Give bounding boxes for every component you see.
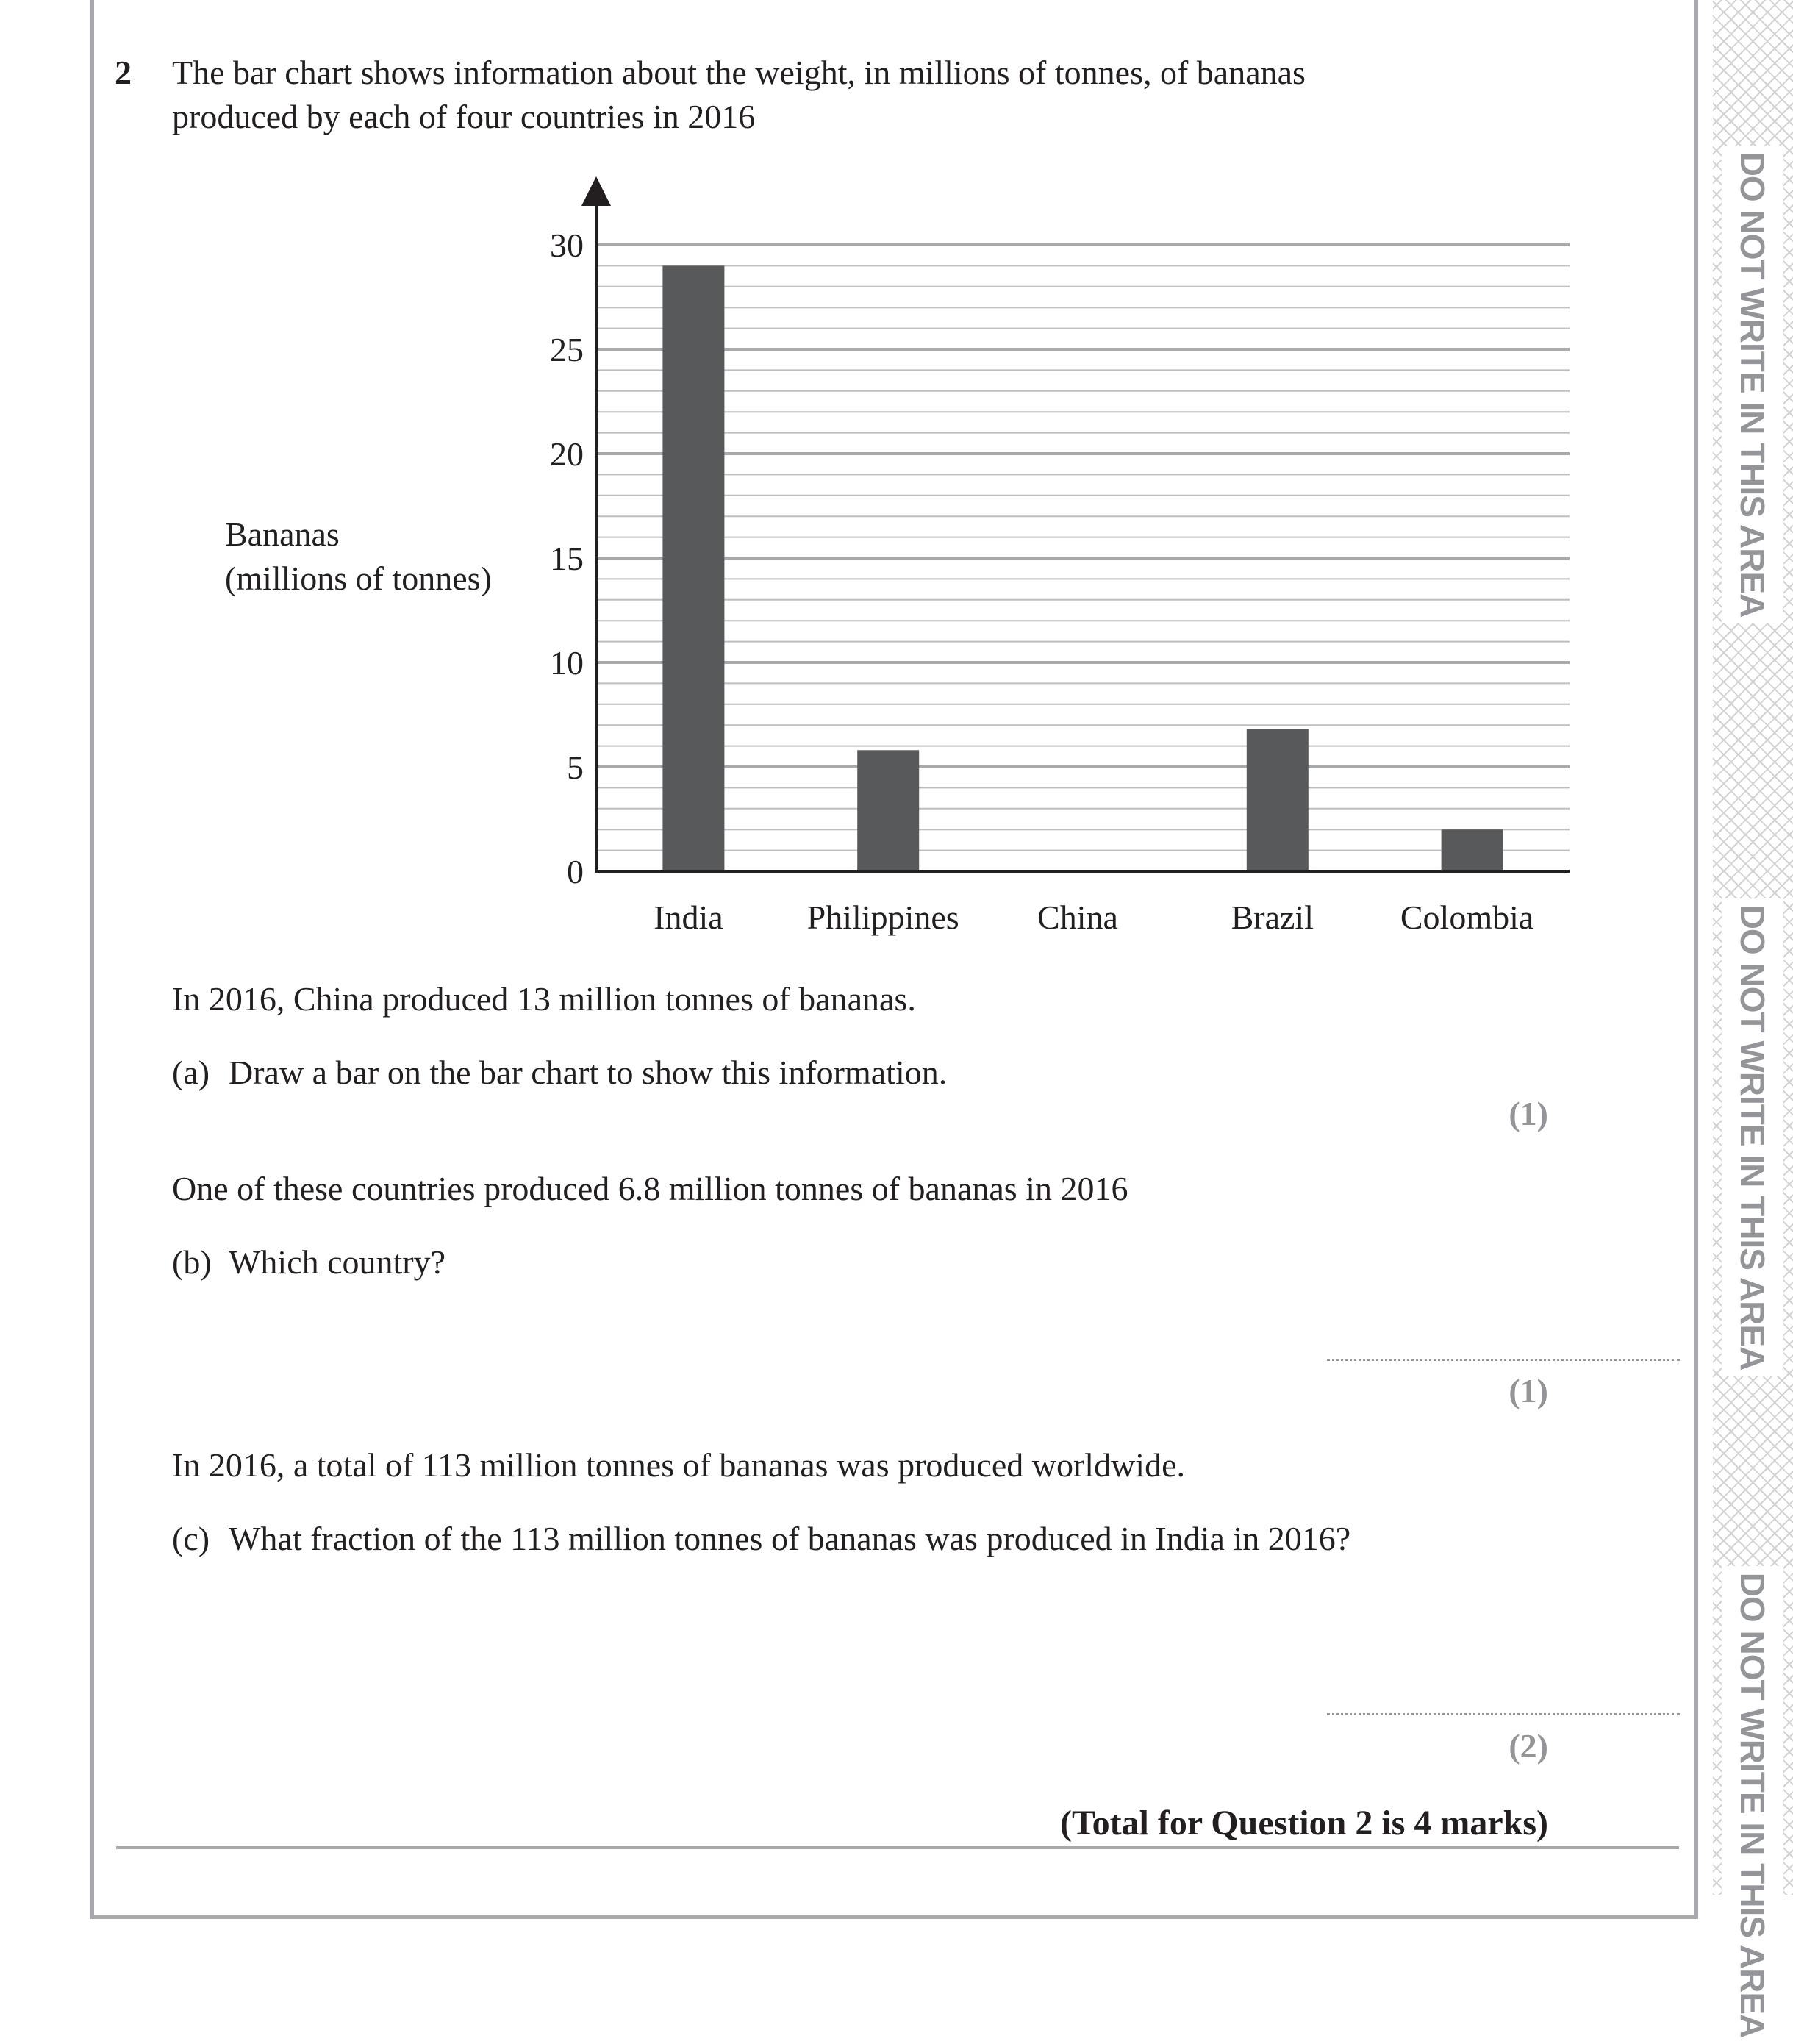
bar-india	[662, 265, 724, 871]
y-tick-label: 15	[550, 540, 584, 577]
y-tick-label: 5	[567, 748, 584, 786]
question-end-rule	[116, 1846, 1679, 1849]
x-label-colombia: Colombia	[1400, 898, 1534, 936]
y-axis-label-line2: (millions of tonnes)	[225, 560, 492, 597]
y-tick-label: 25	[550, 331, 584, 368]
part-b-answer-line[interactable]	[1327, 1359, 1680, 1361]
part-b-info: One of these countries produced 6.8 million tonnes of bananas in 2016	[172, 1170, 1128, 1207]
bar-colombia	[1442, 829, 1503, 871]
chart-gridlines	[596, 245, 1570, 851]
y-axis-label-line1: Bananas	[225, 515, 340, 553]
margin-warning-2: DO NOT WRITE IN THIS AREA	[1722, 898, 1783, 1376]
bar-brazil	[1247, 729, 1309, 871]
part-c-info: In 2016, a total of 113 million tonnes of bananas was produced worldwide.	[172, 1446, 1186, 1484]
x-label-brazil: Brazil	[1231, 898, 1314, 936]
question-intro-line1: The bar chart shows information about the weight, in millions of tonnes, of bananas	[172, 54, 1306, 91]
part-c-label: (c)	[172, 1520, 210, 1557]
y-tick-label: 0	[567, 853, 584, 890]
chart-bars	[662, 265, 1503, 871]
y-axis-arrowhead	[581, 176, 611, 206]
part-c-question: What fraction of the 113 million tonnes of bananas was produced in India in 2016?	[229, 1520, 1351, 1557]
bar-chart[interactable]	[0, 0, 1793, 971]
question-intro-line2: produced by each of four countries in 2016	[172, 98, 756, 135]
question-total-marks: (Total for Question 2 is 4 marks)	[1059, 1804, 1548, 1843]
part-b-marks: (1)	[1509, 1372, 1548, 1409]
margin-warning-3: DO NOT WRITE IN THIS AREA	[1722, 1566, 1783, 2044]
part-b-label: (b)	[172, 1243, 212, 1281]
x-label-india: India	[654, 898, 723, 936]
margin-warning-1: DO NOT WRITE IN THIS AREA	[1722, 146, 1783, 623]
part-a-question: Draw a bar on the bar chart to show this information.	[229, 1054, 948, 1091]
part-a-info: In 2016, China produced 13 million tonnes of bananas.	[172, 980, 916, 1018]
part-c-marks: (2)	[1509, 1727, 1548, 1765]
y-tick-labels	[550, 226, 584, 890]
part-a-marks: (1)	[1509, 1095, 1548, 1132]
y-tick-label: 20	[550, 435, 584, 473]
x-label-philippines: Philippines	[806, 898, 959, 936]
x-category-labels	[654, 898, 1533, 936]
y-tick-label: 30	[550, 226, 584, 264]
bar-philippines	[857, 750, 919, 871]
question-number: 2	[115, 54, 132, 91]
part-b-question: Which country?	[229, 1243, 446, 1281]
part-a-label: (a)	[172, 1054, 210, 1091]
y-tick-label: 10	[550, 644, 584, 682]
x-label-china: China	[1037, 898, 1118, 936]
part-c-answer-line[interactable]	[1327, 1713, 1680, 1715]
